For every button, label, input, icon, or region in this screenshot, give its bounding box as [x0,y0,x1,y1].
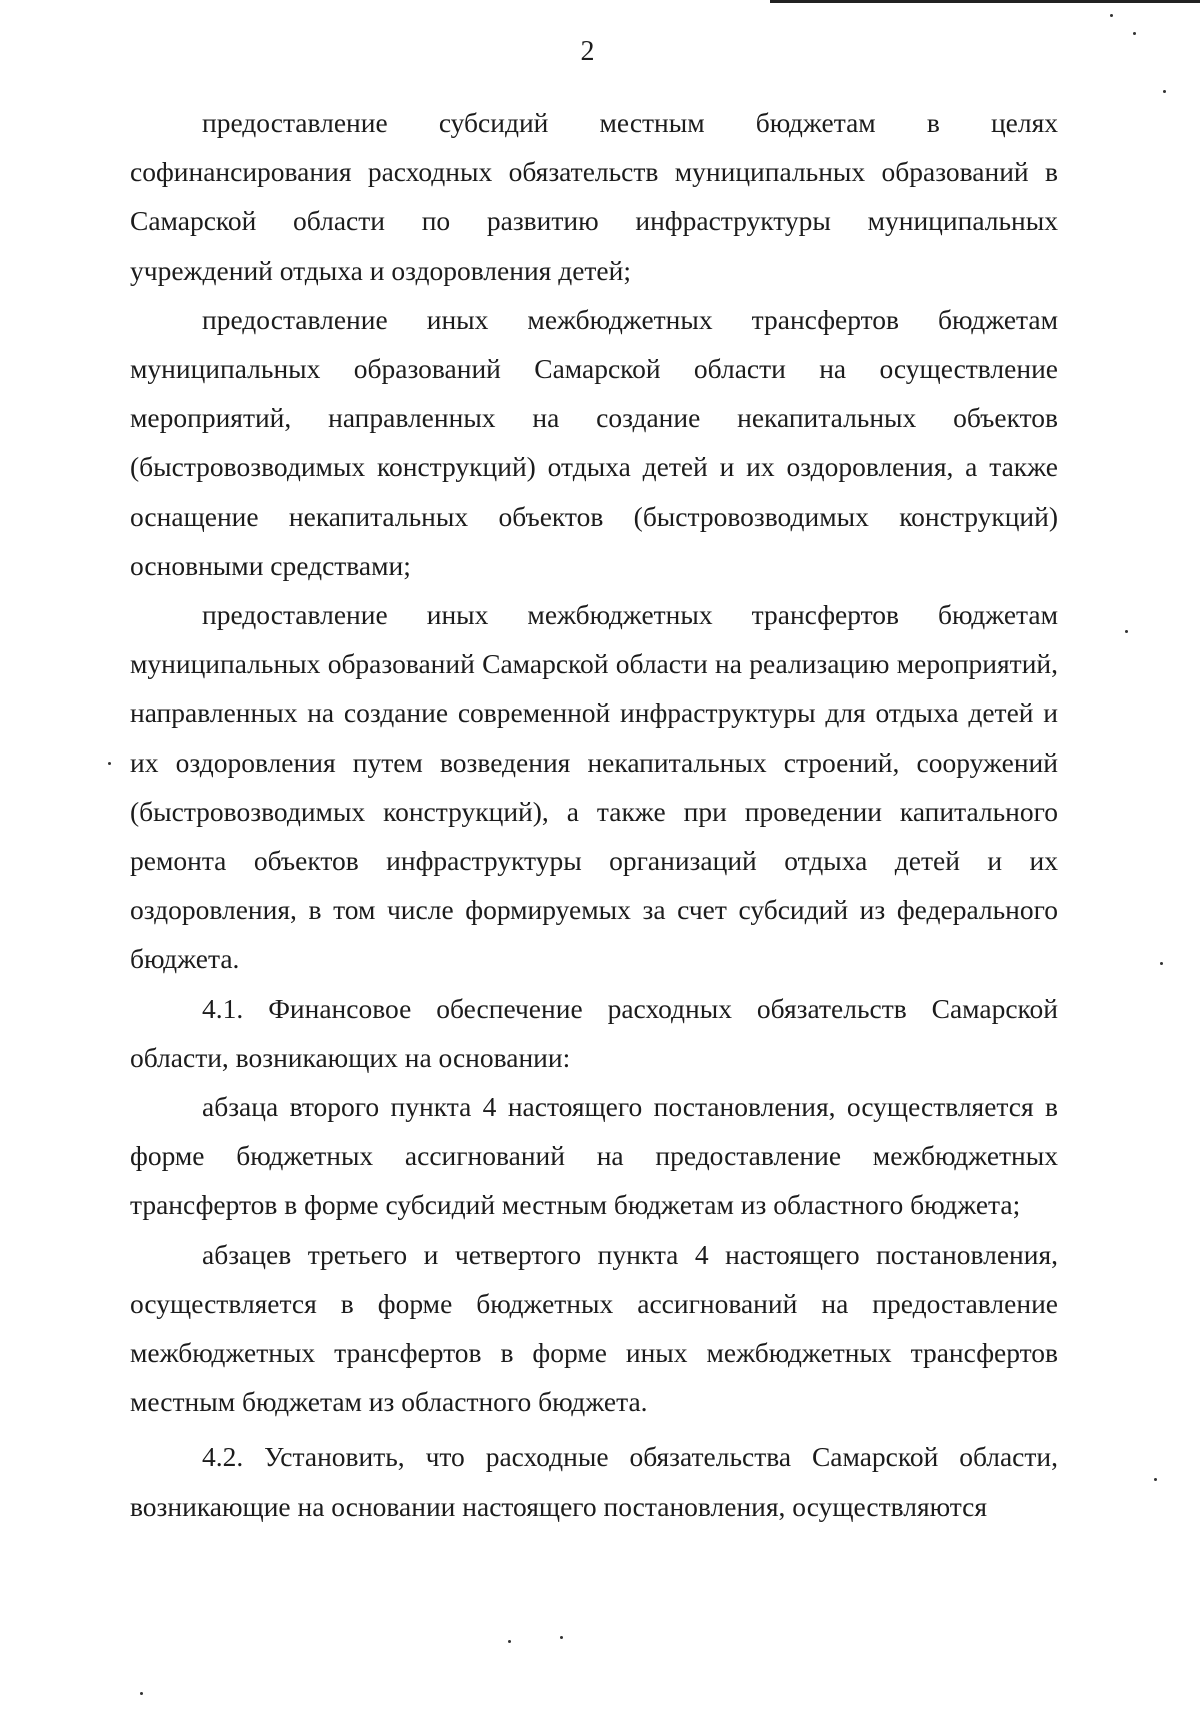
scan-speck [1160,962,1163,965]
scan-speck [560,1636,563,1639]
scan-speck [1154,1478,1157,1481]
scan-top-rule [770,0,1200,3]
scan-speck [508,1640,511,1643]
scan-speck [1110,14,1113,17]
paragraph: предоставление субсидий местным бюджетам в целях софинансирования расходных обязательств муниципальных образований в Самарской области по развитию инфраструктуры муниципальных учреждений отдыха и оздоровления детей; [130,107,1058,286]
scan-speck [1163,90,1166,93]
document-body [130,98,1058,1531]
page-number: 2 [580,36,595,67]
scan-speck [140,1692,143,1695]
paragraph: абзаца второго пункта 4 настоящего постановления, осуществляется в форме бюджетных ассигнований на предоставление межбюджетных трансфертов в форме субсидий местным бюджетам из областного бюджета; [130,1091,1058,1221]
paragraph: 4.2. Установить, что расходные обязательства Самарской области, возникающие на основании настоящего постановления, осуществляются [130,1441,1058,1522]
scan-speck [108,762,111,765]
scan-speck [1125,630,1128,633]
paragraph: абзацев третьего и четвертого пункта 4 настоящего постановления, осуществляется в форме бюджетных ассигнований на предоставление межбюджетных трансфертов в форме иных межбюджетных трансфертов местным бюджетам из областного бюджета. [130,1238,1058,1418]
paragraph: предоставление иных межбюджетных трансфертов бюджетам муниципальных образований Самарской области на реализацию мероприятий, направленных на создание современной инфраструктуры для отдыха детей и их оздоровления путем возведения некапитальных строений, сооружений (быстровозводимых конструкций), а также при проведении капитального ремонта объектов инфраструктуры организаций отдыха детей и их оздоровления, в том числе формируемых за счет субсидий из федерального бюджета. [130,599,1058,975]
paragraph: предоставление иных межбюджетных трансфертов бюджетам муниципальных образований Самарской области на осуществление мероприятий, направленных на создание некапитальных объектов (быстровозводимых конструкций) отдыха детей и их оздоровления, а также оснащение некапитальных объектов (быстровозводимых конструкций) основными средствами; [130,303,1058,581]
scan-speck [1133,32,1136,35]
paragraph: 4.1. Финансовое обеспечение расходных обязательств Самарской области, возникающих на основании: [130,992,1058,1073]
